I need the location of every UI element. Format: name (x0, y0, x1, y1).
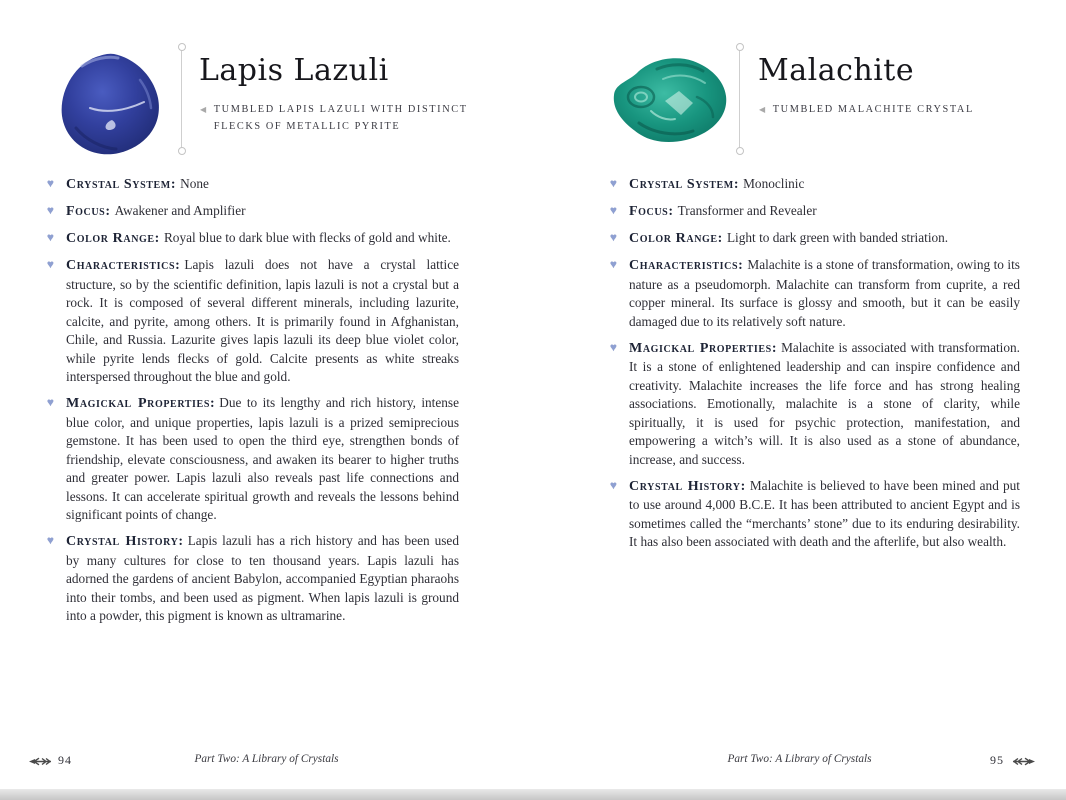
heart-bullet-icon: ♥ (47, 535, 54, 547)
caption-line: TUMBLED MALACHITE CRYSTAL (772, 104, 974, 115)
heart-bullet-icon: ♥ (47, 397, 54, 409)
rule-ring-bottom-icon (178, 147, 186, 155)
running-title: Part Two: A Library of Crystals (727, 753, 872, 765)
entry-focus (610, 202, 1020, 222)
malachite-photo (605, 53, 735, 153)
entry-crystal-system (610, 175, 1020, 195)
heart-bullet-icon: ♥ (610, 341, 617, 354)
entry-magickal-properties (610, 339, 1020, 470)
caption-pointer-icon: ◀ (200, 105, 208, 114)
entry-text: Lapis lazuli does not have a crystal lattice structure, so by the scientific definition, lapis lazuli is not a crystal but a rock. It is composed of several different minerals, including lazurite, calcite, and pyrite, among others. It is primarily found in Afghanistan, Chile, and Russia. Lazurite gives lapis lazuli its deep blue violet color, while pyrite lends flecks of gold. Calcite presents as white streaks interspersed throughout the blue and gold. (66, 257, 459, 384)
heart-bullet-icon: ♥ (610, 259, 617, 271)
entry-magickal-properties (47, 394, 459, 525)
entry-color-range (47, 229, 459, 249)
entry-label: Crystal System: (66, 177, 177, 192)
heart-bullet-icon: ♥ (47, 178, 54, 190)
caption-line: TUMBLED LAPIS LAZULI WITH DISTINCT (213, 104, 468, 115)
entry-label: Characteristics: (66, 258, 181, 273)
entry-text: Awakener and Amplifier (114, 203, 246, 218)
entry-color-range (610, 229, 1020, 249)
crystal-entries (610, 175, 1020, 559)
entry-label: Color Range: (66, 231, 160, 246)
rule-ring-top-icon (178, 43, 186, 51)
entry-label: Characteristics: (629, 258, 744, 273)
rule-ring-bottom-icon (736, 147, 744, 155)
entry-characteristics (610, 256, 1020, 331)
entry-text: Royal blue to dark blue with flecks of gold and white. (163, 230, 451, 245)
crystal-entries (47, 175, 459, 633)
entry-text: Malachite is believed to have been mined and put to use around 4,000 B.C.E. It has been attributed to ancient Egypt and is sometimes called the “merchants’ stone” due to its enduring desirability. It has also been associated with death and the afterlife, but also wealth. (629, 477, 1020, 549)
entry-crystal-history (610, 477, 1020, 552)
crystal-title: Malachite (758, 53, 915, 88)
entry-label: Color Range: (629, 231, 723, 246)
right-page (533, 0, 1066, 800)
photo-caption (200, 101, 468, 135)
entry-focus (47, 202, 459, 222)
heart-bullet-icon: ♥ (610, 479, 617, 492)
heart-bullet-icon: ♥ (610, 205, 617, 217)
left-page-footer (0, 753, 533, 773)
heart-bullet-icon: ♥ (47, 259, 54, 271)
entry-text: Transformer and Revealer (677, 203, 817, 218)
heart-bullet-icon: ♥ (47, 232, 54, 244)
entry-text: Monoclinic (743, 176, 805, 191)
entry-crystal-system (47, 175, 459, 195)
entry-label: Crystal System: (629, 177, 740, 192)
entry-text: Malachite is a stone of transformation, owing to its nature as a pseudomorph. Malachite can transform from cuprite, a red copper mineral. Its surface is glossy and smooth, but it can be easily damaged due to its relatively soft nature. (629, 257, 1020, 329)
entry-label: Crystal History: (629, 478, 746, 494)
entry-text: None (180, 176, 209, 191)
arrow-ornament-right-icon (1012, 757, 1036, 766)
crystal-title: Lapis Lazuli (199, 53, 389, 88)
entry-text: Light to dark green with banded striation. (726, 230, 949, 245)
page-number: 95 (990, 753, 1004, 767)
header-divider-rule (181, 48, 182, 150)
entry-crystal-history (47, 532, 459, 626)
left-page-header (0, 45, 533, 165)
entry-text: Due to its lengthy and rich history, intense blue color, and unique properties, lapis lazuli is a prized semiprecious gemstone. It has been used to open the third eye, strengthen bonds of friendship, elevate consciousness, and awaken its bearer to higher truths and greater power. Lapis lazuli also reveals past life connections and lessons. It can accelerate spiritual growth and reveals the lessons behind significant points of change. (66, 395, 459, 522)
entry-label: Focus: (629, 204, 674, 219)
photo-caption (759, 101, 974, 118)
page-bottom-edge (0, 789, 1066, 800)
right-page-footer (533, 753, 1066, 773)
heart-bullet-icon: ♥ (47, 205, 54, 217)
running-title: Part Two: A Library of Crystals (194, 753, 339, 765)
entry-label: Crystal History: (66, 534, 184, 549)
entry-text: Malachite is associated with transformation. It is a stone of enlightened leadership and can inspire confidence and creativity. Malachite increases the life force and has strong healing associations. Emotionally, malachite is a stone of clarity, while spiritually, it is used for psychic protection, manifestation, and empowering a witch’s will. It is also used as a stone of abundance, increase, and success. (629, 339, 1020, 467)
entry-label: Magickal Properties: (629, 340, 778, 356)
entry-text: Lapis lazuli has a rich history and has been used by many cultures for close to ten thousand years. Lapis lazuli has adorned the gardens of ancient Babylon, accompanied Egyptian pharaohs into their tombs, and been used as pigment. When lapis lazuli is ground into a powder, this pigment is known as ultramarine. (66, 533, 459, 623)
caption-line: FLECKS OF METALLIC PYRITE (213, 121, 401, 132)
page-number: 94 (58, 753, 72, 767)
entry-characteristics (47, 256, 459, 387)
heart-bullet-icon: ♥ (610, 178, 617, 190)
lapis-lazuli-photo (52, 50, 174, 158)
rule-ring-top-icon (736, 43, 744, 51)
caption-pointer-icon: ◀ (759, 105, 767, 114)
entry-label: Magickal Properties: (66, 396, 216, 411)
right-page-header (533, 45, 1066, 165)
header-divider-rule (739, 48, 740, 150)
entry-label: Focus: (66, 204, 111, 219)
heart-bullet-icon: ♥ (610, 232, 617, 244)
